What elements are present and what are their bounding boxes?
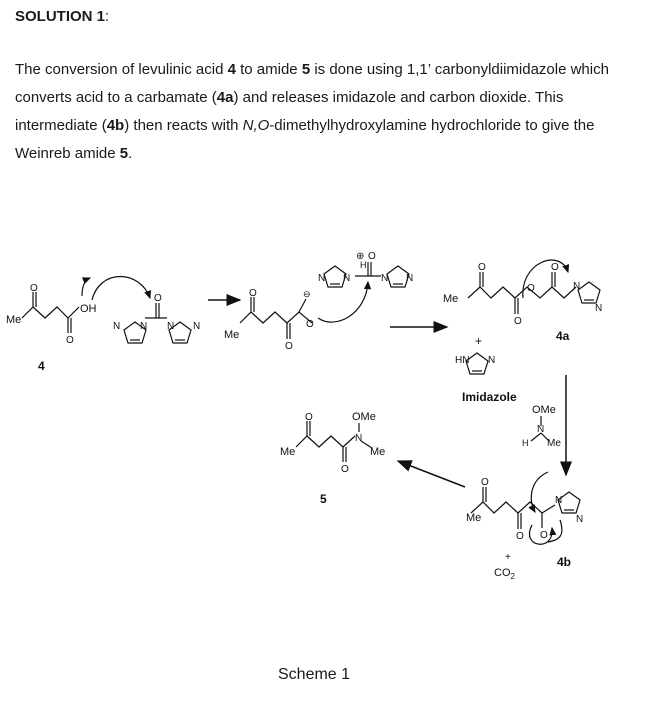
me-label-int: Me: [224, 329, 240, 341]
para-text: to amide: [235, 61, 302, 78]
plus-sign-co2: +: [505, 552, 511, 563]
o-label-4a-1: O: [478, 262, 486, 273]
o-label-5-2: O: [341, 464, 349, 475]
o-label-4a-2: O: [514, 316, 522, 327]
para-text: ) and releases imidazole and carbon dioxide. This intermediate (: [15, 89, 564, 134]
n-label-im2: N: [343, 273, 351, 284]
co2-text: CO: [494, 567, 511, 579]
me-label-5b: Me: [370, 446, 386, 458]
me-label-4a: Me: [443, 293, 459, 305]
n-label-4b1: N: [555, 495, 563, 506]
compound-ref-4b: 4b: [106, 117, 125, 134]
n-label-cdi4: N: [193, 321, 201, 332]
me-label-5a: Me: [280, 446, 296, 458]
o-label-4b-3: O: [540, 530, 548, 541]
n-label-reagent: N: [537, 424, 545, 435]
compound-ref-4a: 4a: [216, 89, 234, 106]
oh-label: OH: [80, 303, 97, 315]
plus-charge: ⊕: [356, 251, 365, 262]
o-label-5-1: O: [305, 412, 313, 423]
carboxylate-structure: [240, 297, 312, 339]
compound-4b-label: 4b: [557, 555, 572, 569]
compound-ref-5: 5: [301, 61, 311, 78]
h-label-im: H: [360, 260, 367, 270]
para-text: -dimethylhydroxylamine hydrochloride to give the Weinreb amide: [15, 117, 595, 162]
n-label-4a1: N: [573, 281, 581, 292]
compound-4-label: 4: [38, 359, 45, 373]
n-label-cdi3: N: [167, 321, 175, 332]
o-label-int1: O: [249, 288, 257, 299]
o-label-cdi: O: [154, 293, 162, 304]
solution-heading: [15, 8, 109, 25]
n-label-4a2: N: [595, 303, 603, 314]
ome-label-5: OMe: [352, 411, 376, 423]
o-label-4a: O: [30, 283, 38, 294]
para-text: The conversion of levulinic acid: [15, 61, 228, 78]
plus-sign: +: [475, 334, 483, 348]
o-label-int2: O: [285, 341, 293, 352]
solution-paragraph: [15, 56, 645, 168]
para-text: is done using 1,1’ carbonyldiimidazole which converts acid to a carbamate (: [15, 61, 609, 106]
levulinic-acid-structure: [22, 292, 79, 333]
o-label-4a-3: O: [527, 283, 535, 294]
imidazolium-structure: [324, 262, 409, 287]
n-label-4b2: N: [576, 514, 584, 525]
o-label-int3: O: [306, 319, 314, 330]
n-label-im3: N: [381, 273, 389, 284]
h-label-reagent: H: [522, 438, 529, 448]
n-label-imidazole: N: [488, 355, 496, 366]
compound-ref-5-end: 5: [119, 145, 129, 162]
n-label-cdi1: N: [113, 321, 121, 332]
para-text: .: [128, 145, 133, 162]
reagent-italic: N,O: [242, 117, 270, 134]
cdi-structure: [124, 303, 191, 343]
n-label-cdi2: N: [140, 321, 148, 332]
me-label-4b: Me: [466, 512, 482, 524]
minus-charge: ⊖: [303, 289, 311, 299]
me-label-reagent: Me: [547, 438, 561, 449]
solution-heading-colon: :: [105, 8, 110, 25]
compound-4a-label: 4a: [556, 329, 570, 343]
o-label-4b-2: O: [516, 531, 524, 542]
o-label-4b: O: [66, 335, 74, 346]
reaction-scheme: [0, 220, 658, 660]
n-label-5: N: [355, 433, 363, 444]
compound-ref-4: 4: [227, 61, 236, 78]
hn-label: HN: [455, 355, 470, 366]
compound-4b-structure: [471, 487, 580, 529]
ome-label-reagent: OMe: [532, 404, 556, 416]
co2-label: [494, 567, 516, 581]
scheme-caption: Scheme 1: [278, 666, 351, 683]
me-label-4: Me: [6, 314, 22, 326]
co2-subscript: 2: [510, 572, 515, 581]
compound-5-label: 5: [320, 492, 327, 506]
para-text: ) then reacts with: [124, 117, 243, 134]
solution-heading-text: SOLUTION 1: [15, 8, 106, 25]
imidazole-label: Imidazole: [462, 390, 517, 404]
n-label-im1: N: [318, 273, 326, 284]
n-label-im4: N: [406, 273, 414, 284]
o-label-im: O: [368, 251, 376, 262]
o-label-4b-1: O: [481, 477, 489, 488]
o-label-4a-4: O: [551, 262, 559, 273]
